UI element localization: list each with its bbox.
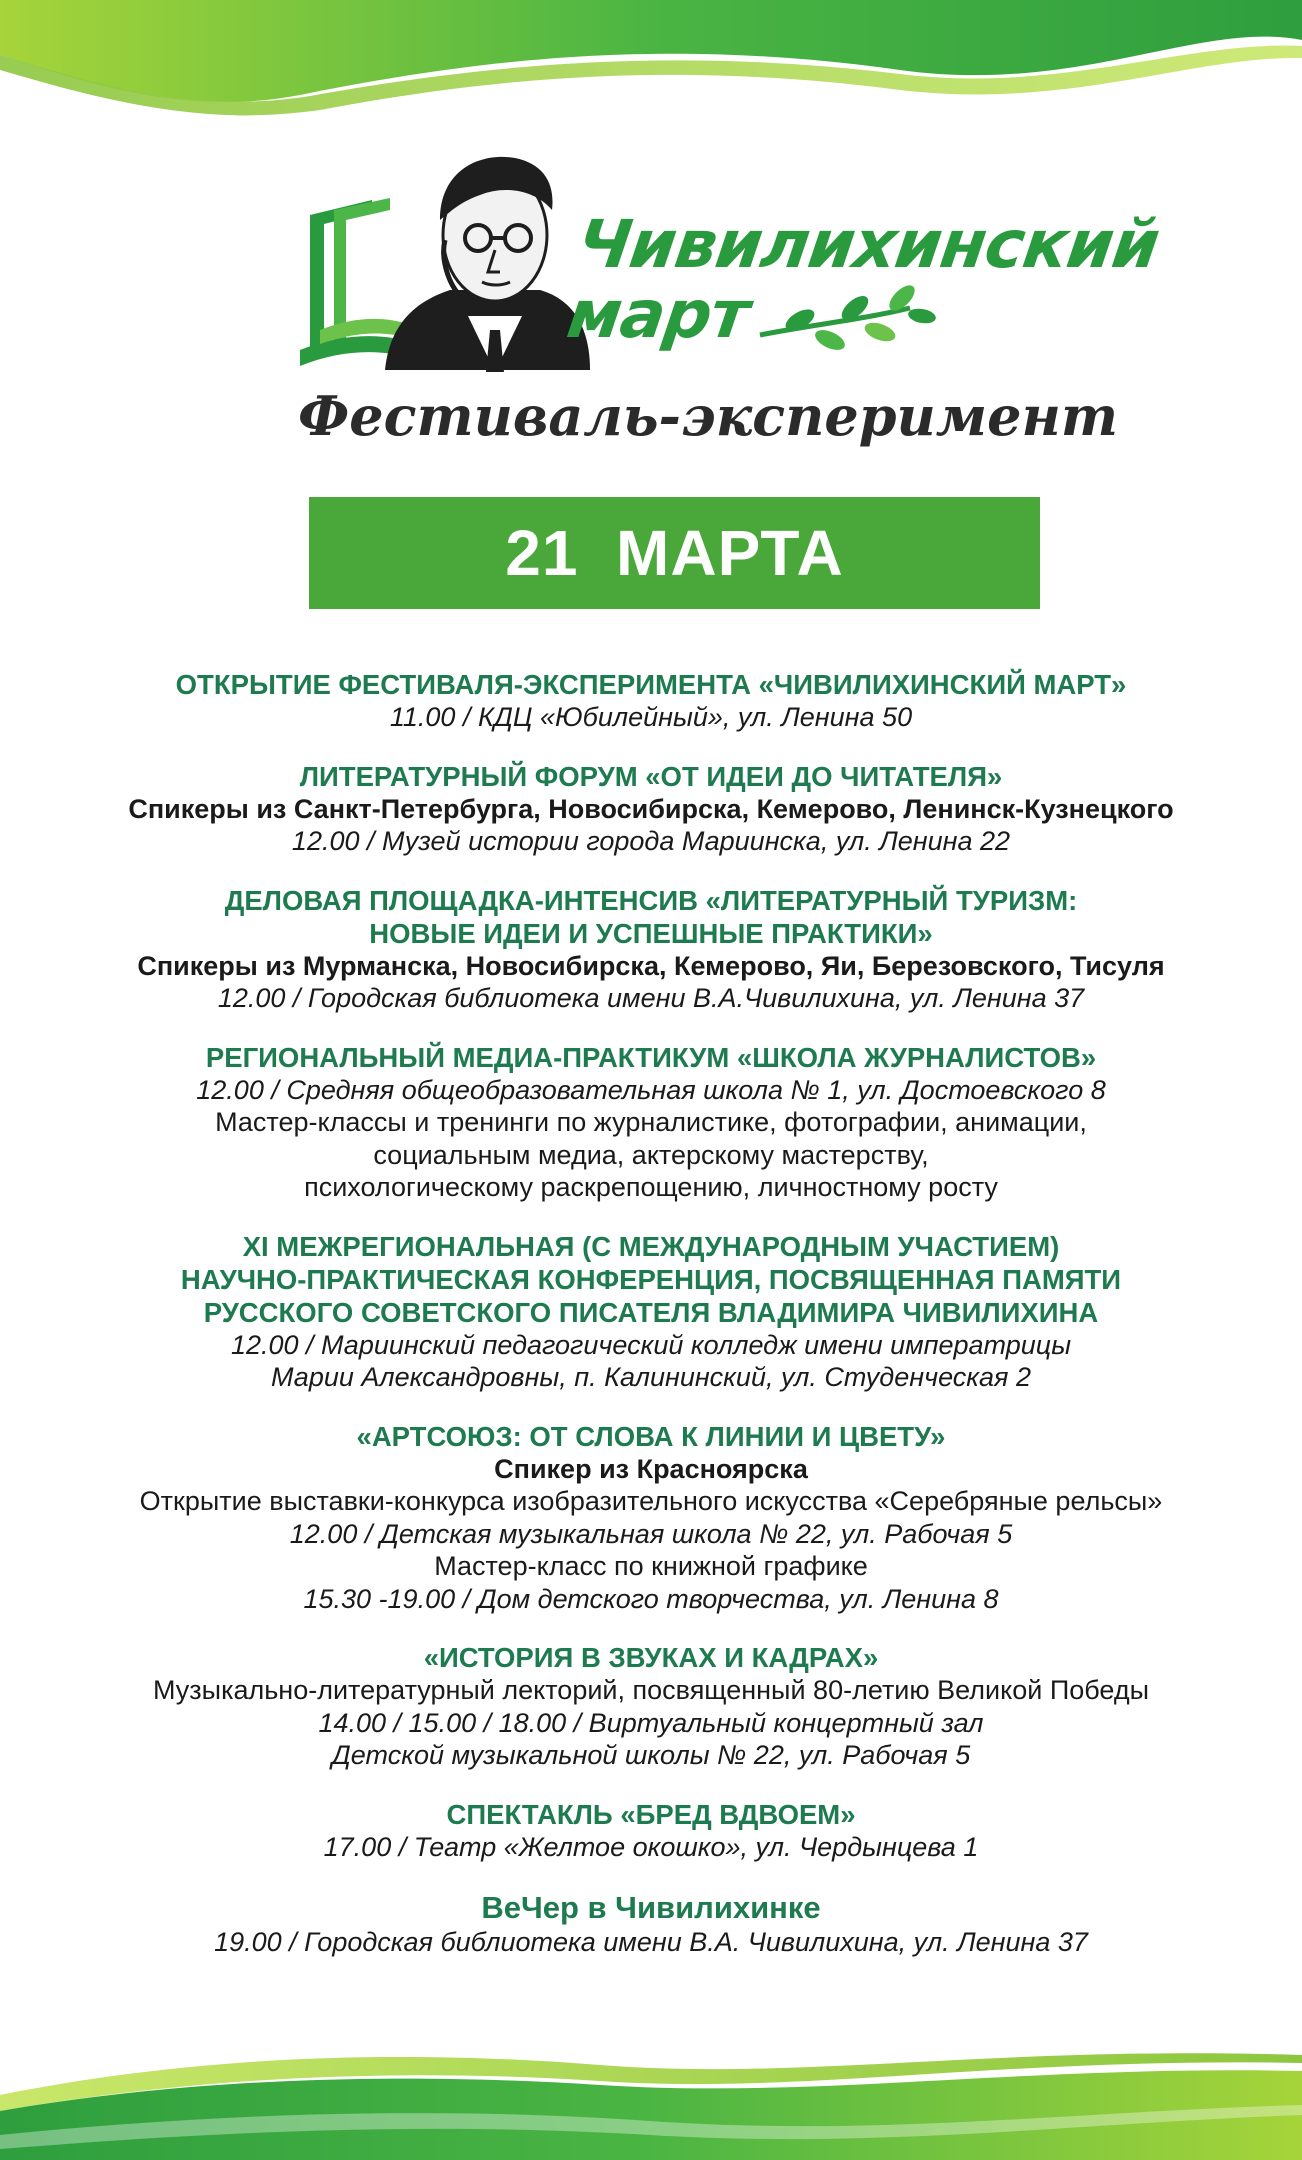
event-description: Мастер-класс по книжной графике bbox=[434, 1551, 868, 1581]
event-title: «АРТСОЮЗ: ОТ СЛОВА К ЛИНИИ И ЦВЕТУ» bbox=[356, 1420, 946, 1452]
event-speakers: Спикер из Красноярска bbox=[494, 1453, 808, 1484]
event-title: НАУЧНО-ПРАКТИЧЕСКАЯ КОНФЕРЕНЦИЯ, ПОСВЯЩЕННАЯ ПАМЯТИ bbox=[180, 1263, 1122, 1295]
top-green-wave-decoration bbox=[0, 0, 1302, 120]
event-title: ВеЧер в Чивилихинке bbox=[481, 1890, 821, 1925]
event-title: РЕГИОНАЛЬНЫЙ МЕДИА-ПРАКТИКУМ «ШКОЛА ЖУРНАЛИСТОВ» bbox=[205, 1041, 1097, 1073]
event-program bbox=[0, 668, 1302, 1985]
writer-portrait-icon bbox=[385, 157, 590, 372]
event-info: 11.00 / КДЦ «Юбилейный», ул. Ленина 50 bbox=[389, 702, 913, 732]
event-info: 17.00 / Театр «Желтое окошко», ул. Чердынцева 1 bbox=[323, 1831, 979, 1862]
event-title: РУССКОГО СОВЕТСКОГО ПИСАТЕЛЯ ВЛАДИМИРА ЧИВИЛИХИНА bbox=[203, 1296, 1099, 1328]
event-info: Детской музыкальной школы № 22, ул. Рабочая 5 bbox=[331, 1740, 971, 1770]
event-title: XI МЕЖРЕГИОНАЛЬНАЯ (С МЕЖДУНАРОДНЫМ УЧАСТИЕМ) bbox=[242, 1230, 1060, 1262]
event-item bbox=[0, 1798, 1302, 1864]
event-description: Открытие выставки-конкурса изобразительного искусства «Серебряные рельсы» bbox=[139, 1486, 1163, 1516]
event-description: социальным медиа, актерскому мастерству, bbox=[373, 1139, 929, 1170]
logo-title-line2: март bbox=[562, 276, 754, 353]
logo-subtitle: Фестиваль-эксперимент bbox=[298, 384, 1118, 448]
event-speakers: Спикеры из Мурманска, Новосибирска, Кемерово, Яи, Березовского, Тисуля bbox=[137, 950, 1165, 981]
event-description: психологическому раскрепощению, личностному росту bbox=[304, 1172, 998, 1202]
date-banner: 21 МАРТА bbox=[309, 497, 1040, 609]
event-item bbox=[0, 760, 1302, 858]
event-info: 12.00 / Городская библиотека имени В.А.Чивилихина, ул. Ленина 37 bbox=[217, 983, 1085, 1013]
event-title: ОТКРЫТИЕ ФЕСТИВАЛЯ-ЭКСПЕРИМЕНТА «ЧИВИЛИХИНСКИЙ МАРТ» bbox=[175, 669, 1127, 700]
event-speakers: Спикеры из Санкт-Петербурга, Новосибирска, Кемерово, Ленинск-Кузнецкого bbox=[128, 793, 1174, 824]
event-title: СПЕКТАКЛЬ «БРЕД ВДВОЕМ» bbox=[446, 1798, 856, 1830]
event-info: 12.00 / Детская музыкальная школа № 22, ул. Рабочая 5 bbox=[289, 1518, 1013, 1549]
event-item bbox=[0, 1420, 1302, 1616]
event-item bbox=[0, 884, 1302, 1015]
event-item bbox=[0, 1889, 1302, 1959]
event-description: Музыкально-литературный лекторий, посвященный 80-летию Великой Победы bbox=[152, 1675, 1149, 1705]
event-info: 12.00 / Музей истории города Мариинска, ул. Ленина 22 bbox=[291, 826, 1011, 856]
event-item bbox=[0, 668, 1302, 734]
event-title: ДЕЛОВАЯ ПЛОЩАДКА-ИНТЕНСИВ «ЛИТЕРАТУРНЫЙ ТУРИЗМ: bbox=[224, 884, 1078, 916]
event-item bbox=[0, 1041, 1302, 1204]
logo-title-line1: Чивилихинский bbox=[572, 206, 1164, 283]
event-info: 14.00 / 15.00 / 18.00 / Виртуальный концертный зал bbox=[318, 1707, 984, 1738]
event-info: 12.00 / Мариинский педагогический колледж имени императрицы bbox=[230, 1329, 1072, 1360]
event-title: НОВЫЕ ИДЕИ И УСПЕШНЫЕ ПРАКТИКИ» bbox=[369, 917, 933, 949]
event-info: 15.30 -19.00 / Дом детского творчества, ул. Ленина 8 bbox=[303, 1583, 999, 1614]
event-title: ЛИТЕРАТУРНЫЙ ФОРУМ «ОТ ИДЕИ ДО ЧИТАТЕЛЯ» bbox=[299, 760, 1003, 792]
logo-title bbox=[562, 206, 1164, 353]
event-title: «ИСТОРИЯ В ЗВУКАХ И КАДРАХ» bbox=[423, 1642, 879, 1673]
festival-logo bbox=[290, 140, 1164, 470]
event-item bbox=[0, 1230, 1302, 1394]
event-info: Марии Александровны, п. Калининский, ул. Студенческая 2 bbox=[271, 1362, 1031, 1392]
event-info: 19.00 / Городская библиотека имени В.А. Чивилихина, ул. Ленина 37 bbox=[214, 1927, 1088, 1957]
bottom-green-wave-decoration bbox=[0, 2025, 1302, 2160]
event-item bbox=[0, 1641, 1302, 1772]
event-info: 12.00 / Средняя общеобразовательная школа № 1, ул. Достоевского 8 bbox=[196, 1074, 1106, 1105]
event-description: Мастер-классы и тренинги по журналистике, фотографии, анимации, bbox=[215, 1107, 1087, 1137]
